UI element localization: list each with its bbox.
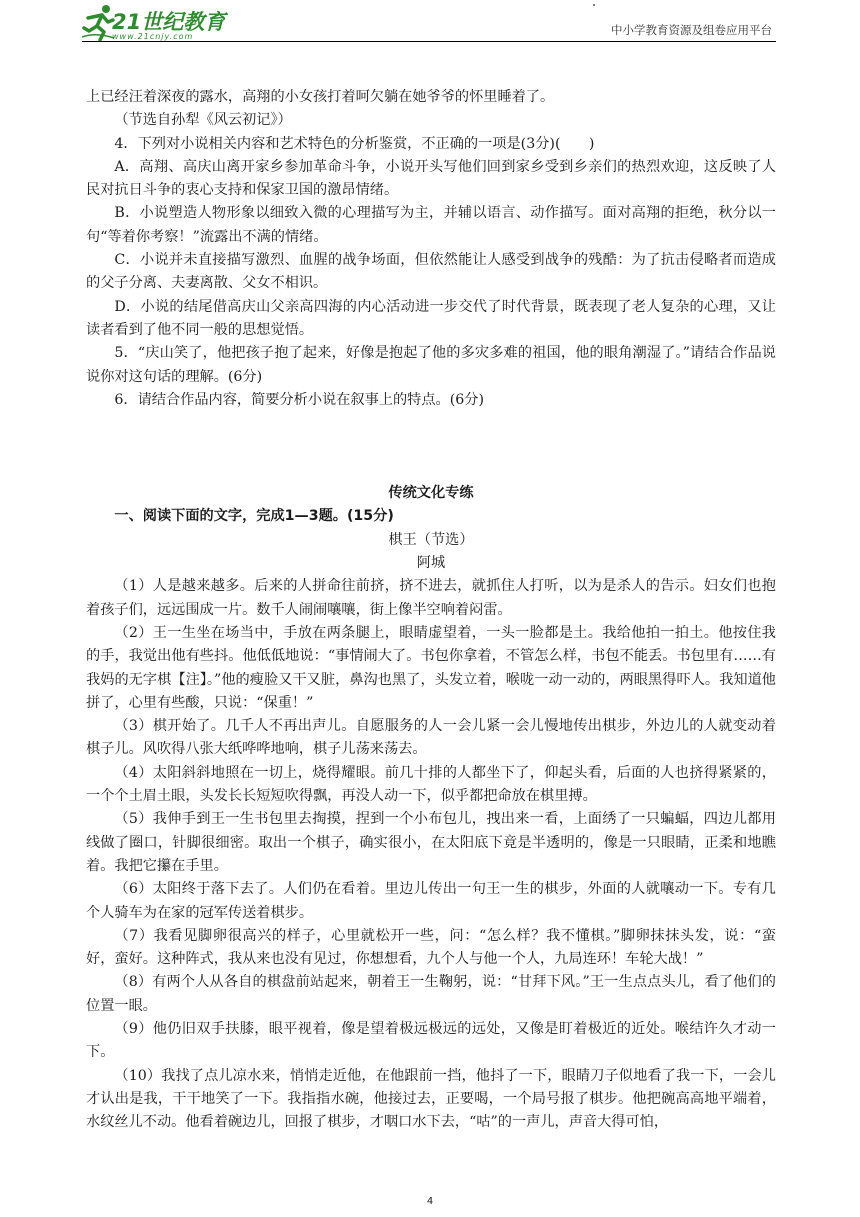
question-5: 5．“庆山笑了，他把孩子抱了起来，好像是抱起了他的多灾多难的祖国，他的眼角潮湿了。”请结合作品说说你对这句话的理解。(6分) xyxy=(86,345,776,385)
option-d: D．小说的结尾借高庆山父亲高四海的内心活动进一步交代了时代背景，既表现了老人复杂的心理，又让读者看到了他不同一般的思想觉悟。 xyxy=(86,298,776,338)
question-4: 4．下列对小说相关内容和艺术特色的分析鉴赏，不正确的一项是(3分)( ) xyxy=(114,135,595,152)
article-title: 棋王（节选） xyxy=(388,531,474,548)
logo-brand-text: 21世纪教育 xyxy=(112,10,226,34)
header-dot xyxy=(593,4,595,6)
article-paragraph: （6）太阳终于落下去了。人们仍在看着。里边儿传出一句王一生的棋步，外面的人就嚷动一下。专有几个人骑车为在家的冠军传送着棋步。 xyxy=(86,881,776,921)
header-divider xyxy=(82,41,776,42)
article-paragraph: （8）有两个人从各自的棋盘前站起来，朝着王一生鞠躬，说：“甘拜下风。”王一生点点头儿，看了他们的位置一眼。 xyxy=(86,974,776,1014)
reading-instruction: 一、阅读下面的文字，完成1—3题。(15分) xyxy=(114,508,394,525)
option-b: B．小说塑造人物形象以细致入微的心理描写为主，并辅以语言、动作描写。面对高翔的拒绝，秋分以一句“等着你考察！”流露出不满的情绪。 xyxy=(86,205,776,245)
platform-name: 中小学教育资源及组卷应用平台 xyxy=(611,23,772,37)
runner-logo-icon xyxy=(82,4,116,42)
article-paragraph: （4）太阳斜斜地照在一切上，烧得耀眼。前几十排的人都坐下了，仰起头看，后面的人也挤得紧紧的，一个个土眉土眼，头发长长短短吹得飘，再没人动一下，似乎都把命放在棋里搏。 xyxy=(86,764,776,805)
source-note: （节选自孙犁《风云初记》） xyxy=(114,112,292,129)
option-a: A．高翔、高庆山离开家乡参加革命斗争，小说开头写他们回到家乡受到乡亲们的热烈欢迎，这反映了人民对抗日斗争的衷心支持和保家卫国的激昂情绪。 xyxy=(86,158,776,199)
article-paragraph: （9）他仍旧双手扶膝，眼平视着，像是望着极远极远的远处，又像是盯着极近的近处。喉结许久才动一下。 xyxy=(86,1020,776,1061)
article-paragraph: （2）王一生坐在场当中，手放在两条腿上，眼睛虚望着，一头一脸都是土。我给他拍一拍土。他按住我的手，我觉出他有些抖。他低低地说：“事情闹大了。书包你拿着，不管怎么样，书包不能丢。书包里有……有我妈的无字棋【注】。”他的瘦脸又干又脏，鼻沟也黑了，头发立着，喉咙一动一动的，两眼黑得吓人。我知道他拼了，心里有些酸，只说：“保重！” xyxy=(86,624,776,711)
section-title: 传统文化专练 xyxy=(388,485,474,502)
article-paragraph: （10）我找了点儿凉水来，悄悄走近他，在他跟前一挡，他抖了一下，眼睛刀子似地看了我一下，一会儿才认出是我，干干地笑了一下。我指指水碗，他接过去，正要喝，一个局号报了棋步。他把碗高高地平端着，水纹丝儿不动。他看着碗边儿，回报了棋步，才咽口水下去，“咕”的一声儿，声音大得可怕， xyxy=(86,1067,776,1131)
site-logo xyxy=(82,4,252,44)
option-c: C．小说并未直接描写激烈、血腥的战争场面，但依然能让人感受到战争的残酷：为了抗击侵略者而造成的父子分离、夫妻离散、父女不相识。 xyxy=(86,252,776,292)
article-paragraph: （3）棋开始了。几千人不再出声儿。自愿服务的人一会儿紧一会儿慢地传出棋步，外边儿的人就变动着棋子儿。风吹得八张大纸哗哗地响，棋子儿荡来荡去。 xyxy=(86,718,776,758)
document-body xyxy=(86,86,776,1134)
article-paragraph: （5）我伸手到王一生书包里去掏摸，捏到一个小布包儿，拽出来一看，上面绣了一只蝙蝠，四边儿都用线做了圈口，针脚很细密。取出一个棋子，确实很小，在太阳底下竟是半透明的，像是一只眼睛，正柔和地瞧着。我把它攥在手里。 xyxy=(86,811,776,874)
page-number: 4 xyxy=(426,1196,434,1207)
question-6: 6．请结合作品内容，简要分析小说在叙事上的特点。(6分) xyxy=(114,391,485,408)
logo-url-text: www.21cnjy.com xyxy=(112,32,194,41)
article-author: 阿城 xyxy=(416,555,446,572)
continued-paragraph: 上已经汪着深夜的露水，高翔的小女孩打着呵欠躺在她爷爷的怀里睡着了。 xyxy=(86,89,555,105)
page-header xyxy=(0,0,860,48)
article-paragraph: （7）我看见脚卵很高兴的样子，心里就松开一些，问：“怎么样？我不懂棋。”脚卵抹抹头发，说：“蛮好，蛮好。这种阵式，我从来也没有见过，你想想看，九个人与他一个人，九局连环！车轮大战！” xyxy=(86,927,776,968)
section-gap xyxy=(86,412,776,482)
article-paragraph: （1）人是越来越多。后来的人拼命往前挤，挤不进去，就抓住人打听，以为是杀人的告示。妇女们也抱着孩子们，远远围成一片。数千人闹闹嚷嚷，街上像半空响着闷雷。 xyxy=(86,578,776,618)
